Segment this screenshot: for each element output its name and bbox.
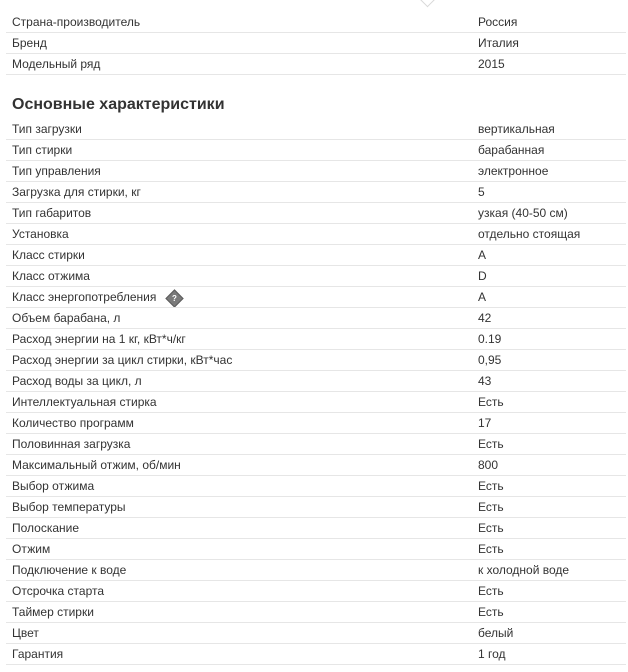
spec-value: 43 bbox=[472, 371, 626, 392]
table-row bbox=[6, 224, 626, 245]
table-row bbox=[6, 623, 626, 644]
spec-name: Интеллектуальная стирка bbox=[6, 392, 472, 413]
spec-name: Отжим bbox=[6, 539, 472, 560]
table-row bbox=[6, 308, 626, 329]
spec-value: 0,95 bbox=[472, 350, 626, 371]
main-specs-table bbox=[6, 119, 626, 665]
table-row bbox=[6, 392, 626, 413]
spec-name: Подключение к воде bbox=[6, 560, 472, 581]
spec-name: Максимальный отжим, об/мин bbox=[6, 455, 472, 476]
spec-name-with-help bbox=[6, 287, 472, 308]
spec-name: Модельный ряд bbox=[6, 54, 472, 75]
spec-name: Установка bbox=[6, 224, 472, 245]
spec-name: Тип загрузки bbox=[6, 119, 472, 140]
spec-value: Есть bbox=[472, 581, 626, 602]
spec-value: белый bbox=[472, 623, 626, 644]
table-row bbox=[6, 245, 626, 266]
table-row bbox=[6, 539, 626, 560]
spec-name: Класс стирки bbox=[6, 245, 472, 266]
spec-name: Расход воды за цикл, л bbox=[6, 371, 472, 392]
spec-name: Класс отжима bbox=[6, 266, 472, 287]
spec-value: вертикальная bbox=[472, 119, 626, 140]
table-row bbox=[6, 54, 626, 75]
spec-name: Гарантия bbox=[6, 644, 472, 665]
general-specs-table bbox=[6, 12, 626, 75]
table-row bbox=[6, 12, 626, 33]
spec-name: Выбор отжима bbox=[6, 476, 472, 497]
table-row bbox=[6, 644, 626, 665]
spec-value: A bbox=[472, 287, 626, 308]
spec-name: Количество программ bbox=[6, 413, 472, 434]
help-icon[interactable] bbox=[166, 289, 184, 307]
table-row bbox=[6, 161, 626, 182]
spec-value: узкая (40-50 см) bbox=[472, 203, 626, 224]
table-row bbox=[6, 434, 626, 455]
spec-value: Есть bbox=[472, 539, 626, 560]
spec-name: Таймер стирки bbox=[6, 602, 472, 623]
spec-value: отдельно стоящая bbox=[472, 224, 626, 245]
spec-value: 5 bbox=[472, 182, 626, 203]
spec-value: Есть bbox=[472, 518, 626, 539]
table-row bbox=[6, 413, 626, 434]
spec-name: Половинная загрузка bbox=[6, 434, 472, 455]
spec-value: Россия bbox=[472, 12, 626, 33]
spec-name: Тип габаритов bbox=[6, 203, 472, 224]
table-row bbox=[6, 119, 626, 140]
spec-name: Тип стирки bbox=[6, 140, 472, 161]
table-row bbox=[6, 266, 626, 287]
spec-value: Есть bbox=[472, 497, 626, 518]
spec-name: Страна-производитель bbox=[6, 12, 472, 33]
spec-value: Есть bbox=[472, 602, 626, 623]
spec-value: электронное bbox=[472, 161, 626, 182]
spec-value: 42 bbox=[472, 308, 626, 329]
spec-value: Италия bbox=[472, 33, 626, 54]
spec-name: Тип управления bbox=[6, 161, 472, 182]
spec-value: D bbox=[472, 266, 626, 287]
table-row bbox=[6, 371, 626, 392]
section-title: Основные характеристики bbox=[12, 96, 225, 113]
spec-value: к холодной воде bbox=[472, 560, 626, 581]
spec-name: Выбор температуры bbox=[6, 497, 472, 518]
top-tab-pointer bbox=[420, 0, 436, 7]
spec-name: Класс энергопотребления bbox=[12, 290, 157, 304]
spec-name: Отсрочка старта bbox=[6, 581, 472, 602]
table-row bbox=[6, 350, 626, 371]
spec-name: Расход энергии на 1 кг, кВт*ч/кг bbox=[6, 329, 472, 350]
table-row bbox=[6, 455, 626, 476]
table-row bbox=[6, 182, 626, 203]
table-row bbox=[6, 203, 626, 224]
table-row bbox=[6, 33, 626, 54]
table-row bbox=[6, 560, 626, 581]
table-row bbox=[6, 581, 626, 602]
help-icon-glyph: ? bbox=[172, 294, 178, 303]
table-row bbox=[6, 476, 626, 497]
spec-value: 800 bbox=[472, 455, 626, 476]
spec-value: Есть bbox=[472, 476, 626, 497]
spec-value: барабанная bbox=[472, 140, 626, 161]
table-row bbox=[6, 518, 626, 539]
table-row bbox=[6, 602, 626, 623]
spec-value: 17 bbox=[472, 413, 626, 434]
spec-name: Полоскание bbox=[6, 518, 472, 539]
spec-value: 1 год bbox=[472, 644, 626, 665]
table-row bbox=[6, 287, 626, 308]
spec-name: Бренд bbox=[6, 33, 472, 54]
spec-name: Объем барабана, л bbox=[6, 308, 472, 329]
spec-name: Загрузка для стирки, кг bbox=[6, 182, 472, 203]
spec-name: Расход энергии за цикл стирки, кВт*час bbox=[6, 350, 472, 371]
spec-value: 0.19 bbox=[472, 329, 626, 350]
table-row bbox=[6, 497, 626, 518]
spec-value: 2015 bbox=[472, 54, 626, 75]
table-row bbox=[6, 329, 626, 350]
spec-value: Есть bbox=[472, 434, 626, 455]
table-row bbox=[6, 140, 626, 161]
spec-value: Есть bbox=[472, 392, 626, 413]
spec-value: A bbox=[472, 245, 626, 266]
spec-name: Цвет bbox=[6, 623, 472, 644]
